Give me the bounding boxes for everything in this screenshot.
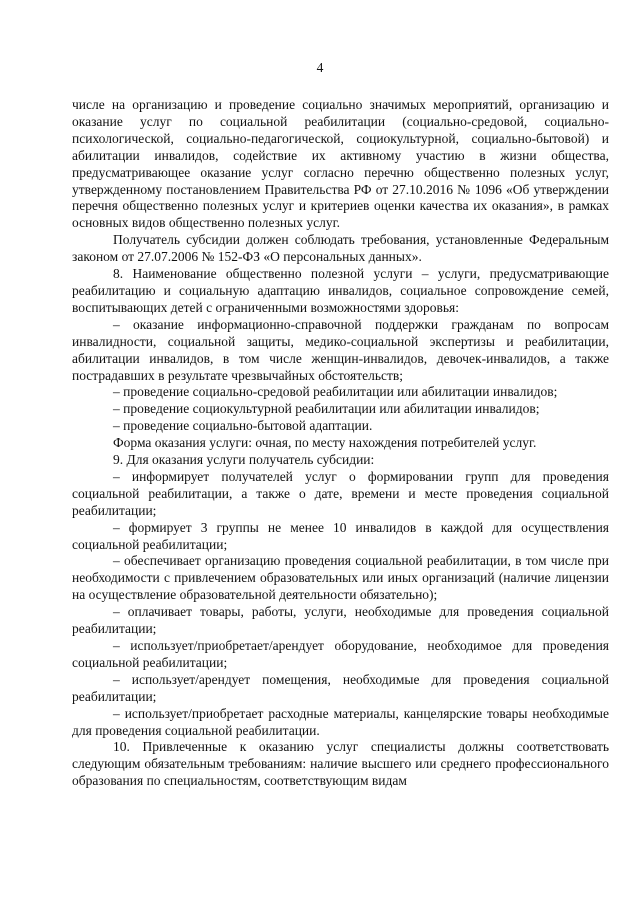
document-body	[72, 97, 609, 790]
paragraph-item-8-service-name: 8. Наименование общественно полезной услуги – услуги, предусматривающие реабилитацию и социальную адаптацию инвалидов, социальное сопровождение семей, воспитывающих детей с ограниченными возможностями здоровья:	[72, 266, 609, 315]
list-item-premises: – использует/арендует помещения, необходимые для проведения социальной реабилитации;	[72, 671, 609, 704]
list-item-pays-goods-services: – оплачивает товары, работы, услуги, необходимые для проведения социальной реабилитации;	[72, 604, 609, 637]
paragraph-service-form: Форма оказания услуги: очная, по месту нахождения потребителей услуг.	[113, 435, 537, 451]
list-item-social-household-adaptation: – проведение социально-бытовой адаптации.	[113, 418, 373, 434]
list-item-sociocultural-rehab: – проведение социокультурной реабилитации или абилитации инвалидов;	[113, 401, 540, 417]
list-item-consumables: – использует/приобретает расходные материалы, канцелярские товары необходимые для проведения социальной реабилитации.	[72, 705, 609, 738]
list-item-equipment: – использует/приобретает/арендует оборудование, необходимое для проведения социальной реабилитации;	[72, 638, 609, 670]
list-item-forms-groups: – формирует 3 группы не менее 10 инвалидов в каждой для осуществления социальной реабилитации;	[72, 519, 609, 552]
paragraph-item-9-heading: 9. Для оказания услуги получатель субсидии:	[113, 452, 375, 468]
list-item-informs-recipients: – информирует получателей услуг о формировании групп для проведения социальной реабилитации, а также о дате, времени и месте проведения социальной реабилитации;	[72, 468, 609, 518]
list-item-information-support: – оказание информационно-справочной поддержки гражданам по вопросам инвалидности, социальной защиты, медико-социальной экспертизы и реабилитации, абилитации инвалидов, в том числе женщин-инвалидов, девочек-инвалидов, а также пострадавших в результате чрезвычайных обстоятельств;	[72, 316, 609, 383]
list-item-social-environmental-rehab: – проведение социально-средовой реабилитации или абилитации инвалидов;	[113, 384, 558, 400]
paragraph-continuation: числе на организацию и проведение социально значимых мероприятий, организацию и оказание услуг по социальной реабилитации (социально-средовой, социально-психологической, социально-педагогической, социокультурной, социально-бытовой) и абилитации инвалидов, содействие их активному участию в жизни общества, предусматривающее оказание услуг согласно перечню общественно полезных услуг, утвержденному постановлением Правительства РФ от 27.10.2016 № 1096 «Об утверждении перечня общественно полезных услуг и критериев оценки качества их оказания», в рамках основных видов общественно полезных услуг.	[72, 97, 609, 231]
page-number: 4	[316, 60, 324, 75]
paragraph-personal-data-requirement: Получатель субсидии должен соблюдать требования, установленные Федеральным законом от 27.07.2006 № 152-ФЗ «О персональных данных».	[72, 232, 609, 265]
paragraph-item-10-specialists: 10. Привлеченные к оказанию услуг специалисты должны соответствовать следующим обязательным требованиям: наличие высшего или среднего профессионального образования по специальностям, соответствующим видам	[72, 739, 609, 789]
list-item-ensures-organization: – обеспечивает организацию проведения социальной реабилитации, в том числе при необходимости с привлечением образовательных или иных организаций (наличие лицензии на осуществление образовательной деятельности обязательно);	[72, 553, 609, 603]
